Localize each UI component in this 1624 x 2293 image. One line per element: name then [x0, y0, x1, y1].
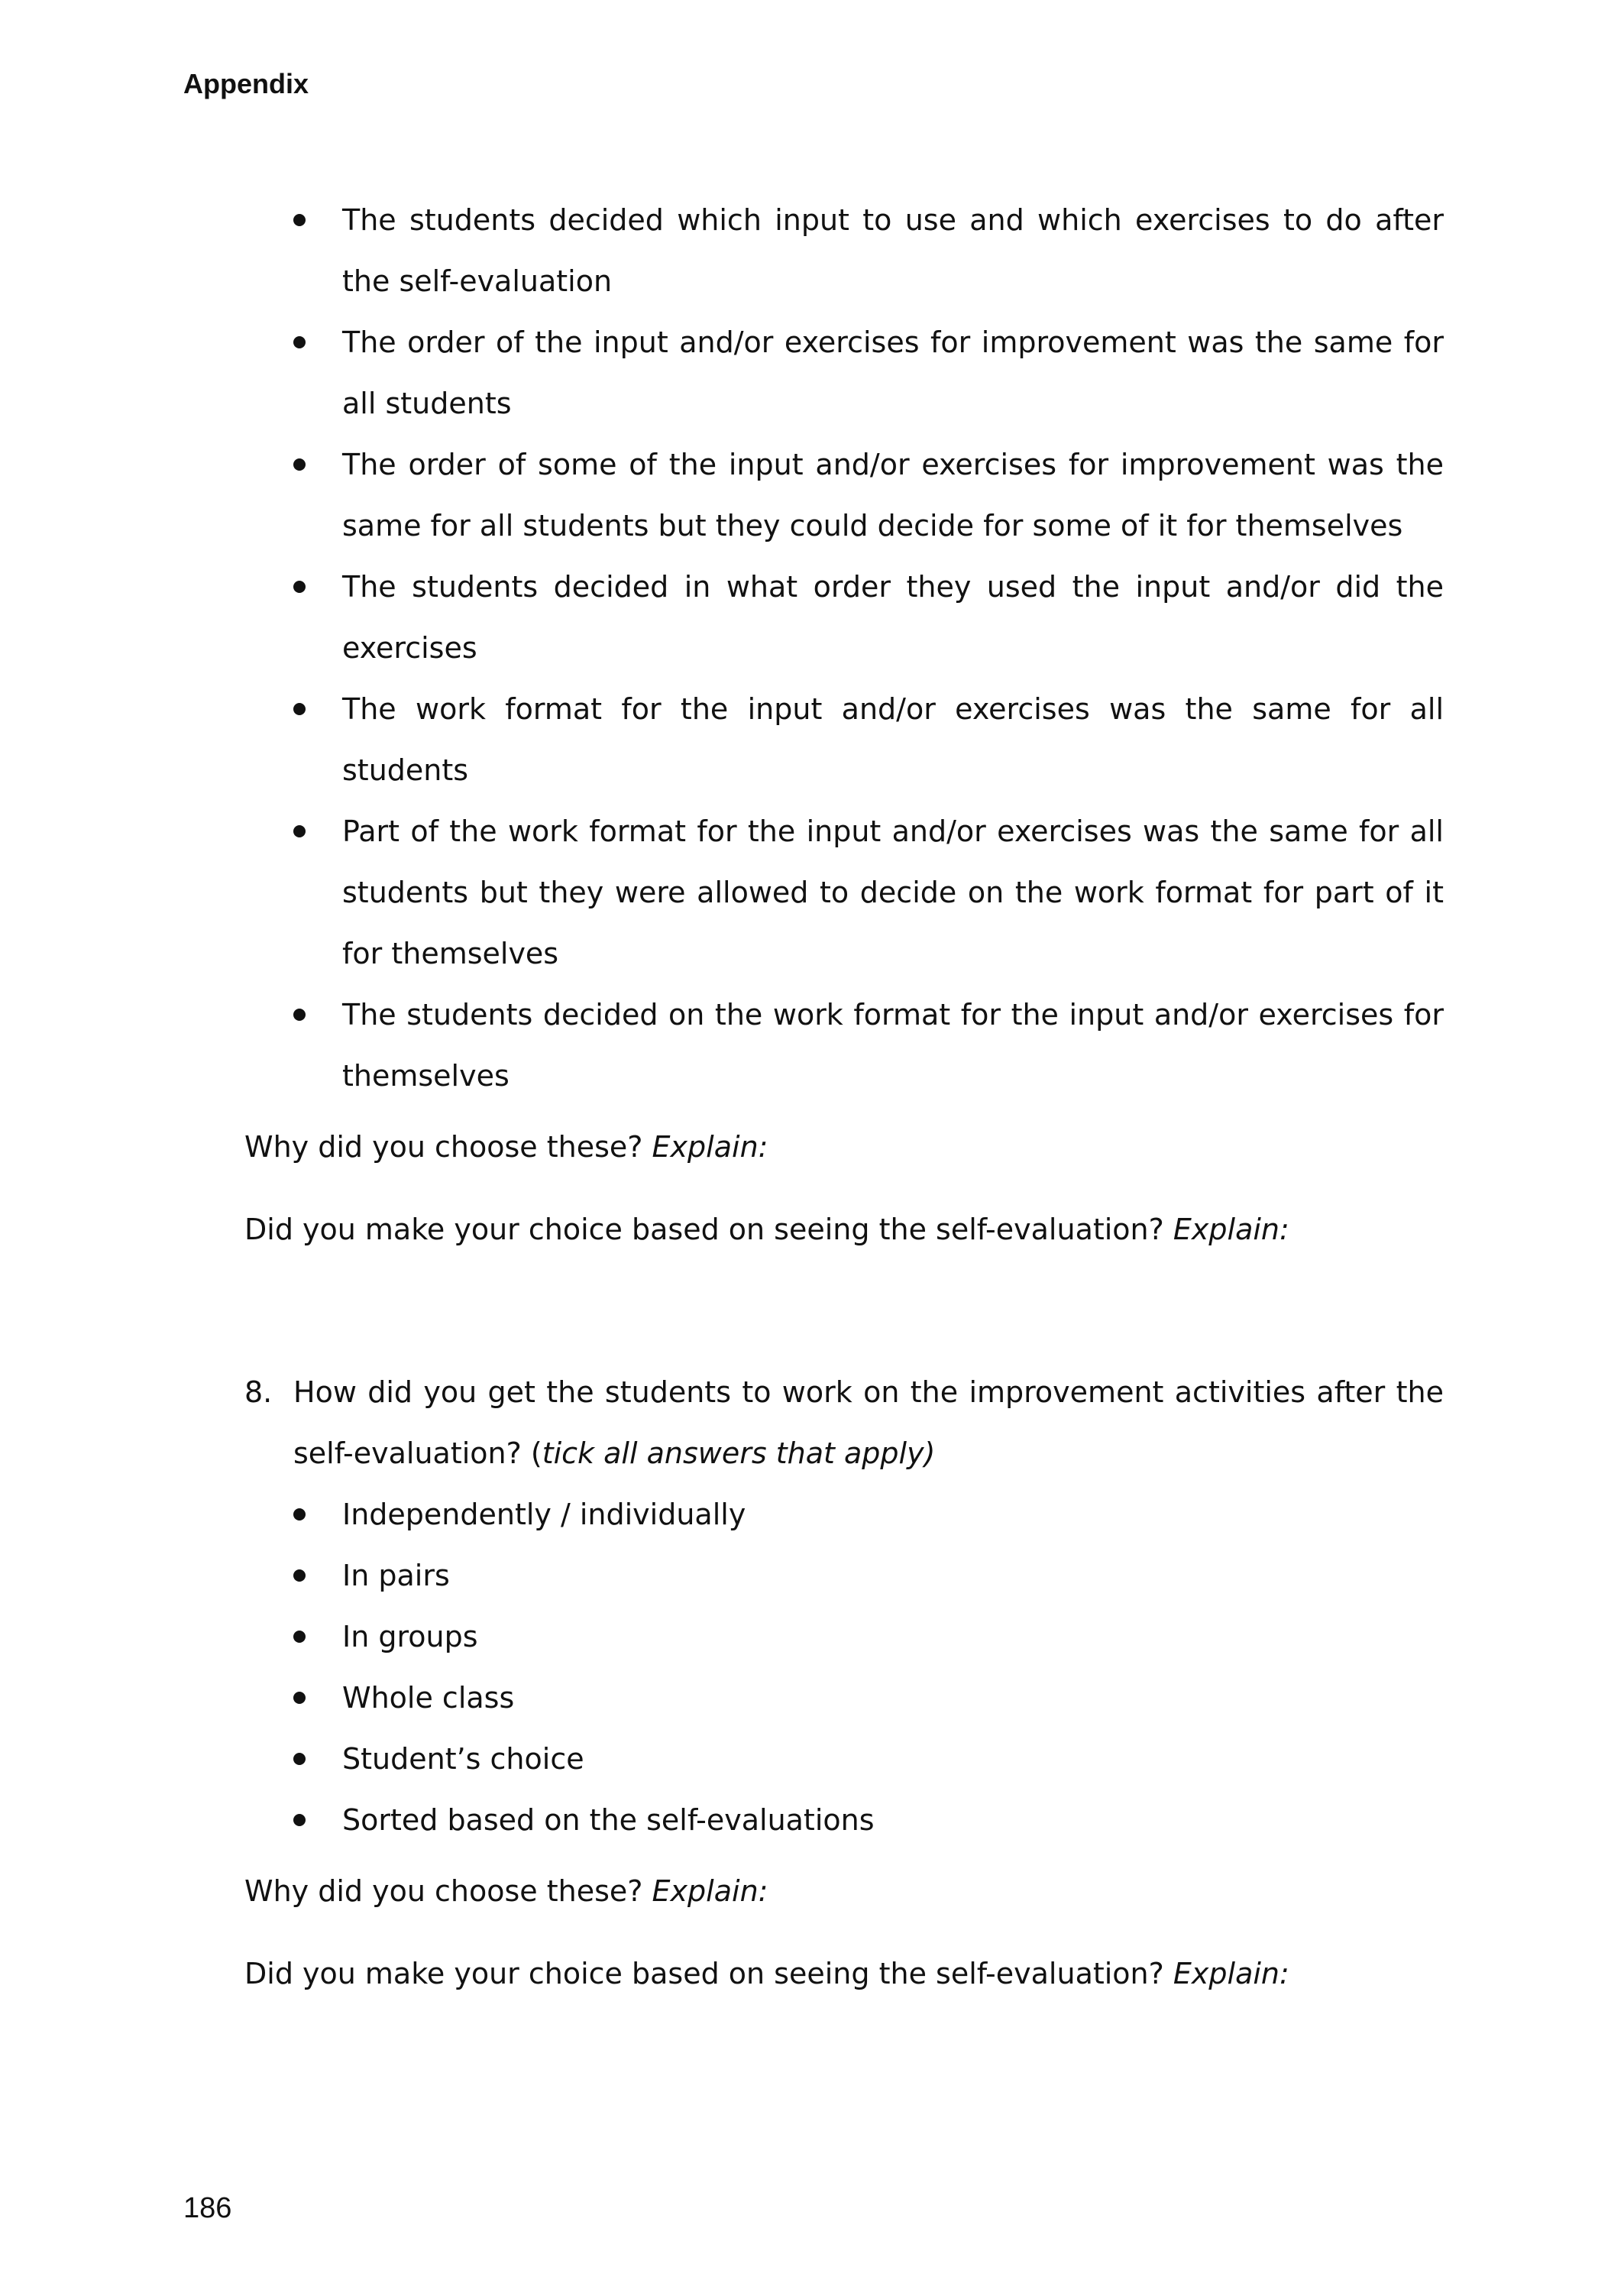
- list-item: [244, 679, 1444, 801]
- based-on-prompt: [244, 1953, 1444, 1994]
- list-item-text: Whole class: [342, 1681, 515, 1715]
- question-instruction: tick all answers that apply): [542, 1436, 936, 1470]
- list-item: [244, 434, 1444, 556]
- question-text-main: How did you get the students to work on the improvement activities after the self-evaluation? (: [293, 1375, 1444, 1470]
- list-item: [293, 1606, 1444, 1667]
- question-8: [244, 1362, 1444, 1851]
- list-item-text: Sorted based on the self-evaluations: [342, 1803, 875, 1837]
- based-on-prompt: [244, 1209, 1444, 1250]
- based-on-explain-label: Explain:: [1173, 1213, 1289, 1246]
- bullet-icon: [293, 1692, 306, 1704]
- list-item-text: The order of some of the input and/or exercises for improvement was the same for all students but they could decide for some of it for themselves: [342, 448, 1444, 542]
- why-explain-label: Explain:: [652, 1130, 768, 1164]
- list-item: [244, 801, 1444, 984]
- why-prompt-text: Why did you choose these?: [244, 1130, 643, 1164]
- bullet-icon: [293, 214, 306, 226]
- bullet-icon: [293, 458, 306, 471]
- based-on-explain-label: Explain:: [1173, 1957, 1289, 1990]
- bullet-icon: [293, 825, 306, 837]
- list-item: [293, 1789, 1444, 1851]
- why-prompt: [244, 1870, 1444, 1912]
- bullet-icon: [293, 1631, 306, 1643]
- bullet-icon: [293, 1009, 306, 1021]
- list-item-text: Part of the work format for the input and/or exercises was the same for all students but they were allowed to decide on the work format for part of it for themselves: [342, 815, 1444, 970]
- why-explain-label: Explain:: [652, 1874, 768, 1908]
- bullet-icon: [293, 1569, 306, 1582]
- why-prompt: [244, 1126, 1444, 1168]
- list-item-text: The order of the input and/or exercises for improvement was the same for all students: [342, 325, 1444, 420]
- list-item-text: Independently / individually: [342, 1498, 746, 1531]
- list-item-text: The students decided on the work format for the input and/or exercises for themselves: [342, 998, 1444, 1093]
- bullet-icon: [293, 1814, 306, 1826]
- question-number: 8.: [244, 1375, 273, 1409]
- based-on-prompt-text: Did you make your choice based on seeing the self-evaluation?: [244, 1213, 1164, 1246]
- list-item-text: The students decided in what order they used the input and/or did the exercises: [342, 570, 1444, 665]
- list-item-text: In groups: [342, 1620, 478, 1653]
- list-item: [293, 1728, 1444, 1789]
- list-item: [244, 556, 1444, 679]
- list-item: [293, 1545, 1444, 1606]
- list-item: [244, 984, 1444, 1106]
- bullet-icon: [293, 581, 306, 593]
- list-item-text: The work format for the input and/or exercises was the same for all students: [342, 692, 1444, 787]
- list-item-text: In pairs: [342, 1559, 450, 1592]
- page-content: [244, 189, 1444, 1994]
- list-item: [244, 189, 1444, 312]
- based-on-prompt-text: Did you make your choice based on seeing the self-evaluation?: [244, 1957, 1164, 1990]
- bullet-icon: [293, 1508, 306, 1521]
- list-item-text: Student’s choice: [342, 1742, 584, 1776]
- list-item-text: The students decided which input to use and which exercises to do after the self-evaluation: [342, 203, 1444, 298]
- list-item: [293, 1667, 1444, 1728]
- bullet-icon: [293, 336, 306, 348]
- bullet-icon: [293, 703, 306, 715]
- list-item: [244, 312, 1444, 434]
- question-text: [293, 1362, 1444, 1484]
- bullet-icon: [293, 1753, 306, 1765]
- page-number: 186: [183, 2192, 232, 2224]
- list-item: [293, 1484, 1444, 1545]
- option-list-top: [244, 189, 1444, 1106]
- running-header: Appendix: [183, 68, 309, 99]
- why-prompt-text: Why did you choose these?: [244, 1874, 643, 1908]
- option-list-q8: [293, 1484, 1444, 1851]
